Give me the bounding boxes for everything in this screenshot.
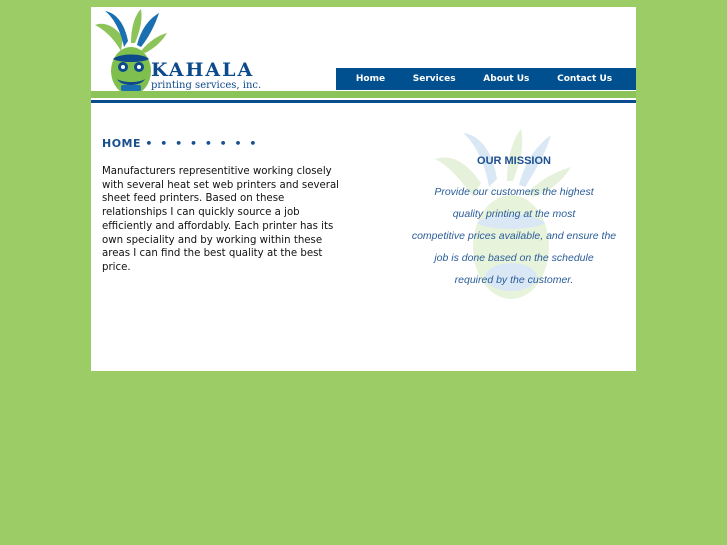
mission-line: quality printing at the most [452, 208, 576, 220]
top-nav [336, 68, 636, 90]
mission-line: Provide our customers the highest [434, 186, 594, 198]
nav-about-link[interactable]: About Us [483, 74, 530, 84]
brand-tagline: printing services, inc. [151, 80, 262, 91]
page-container [91, 7, 636, 371]
page-title-text: HOME [102, 137, 142, 150]
header-green-divider [91, 91, 636, 98]
page-title [102, 137, 352, 150]
main-content [102, 137, 352, 275]
mission-statement [403, 181, 625, 291]
page-title-dots: • • • • • • • • [145, 137, 259, 150]
mission-panel [403, 127, 625, 307]
mission-line: job is done based on the schedule [434, 252, 594, 264]
nav-contact-link[interactable]: Contact Us [557, 74, 613, 84]
mission-line: required by the customer. [454, 274, 574, 286]
header-blue-divider [91, 100, 636, 103]
intro-paragraph: Manufacturers representitive working closely with several heat set web printers and several sheet feed printers. Based on these relationships I can quickly source a job efficiently and affordably. Each printer has its own speciality and by working within these areas I can find the best quality at the best price. [102, 166, 340, 273]
brand-name: KAHALA [151, 59, 255, 81]
nav-services-link[interactable]: Services [412, 74, 456, 84]
mission-title: OUR MISSION [477, 155, 551, 167]
nav-home-link[interactable]: Home [355, 74, 386, 84]
mission-line: competitive prices available, and ensure the [411, 230, 617, 242]
header [91, 7, 636, 105]
